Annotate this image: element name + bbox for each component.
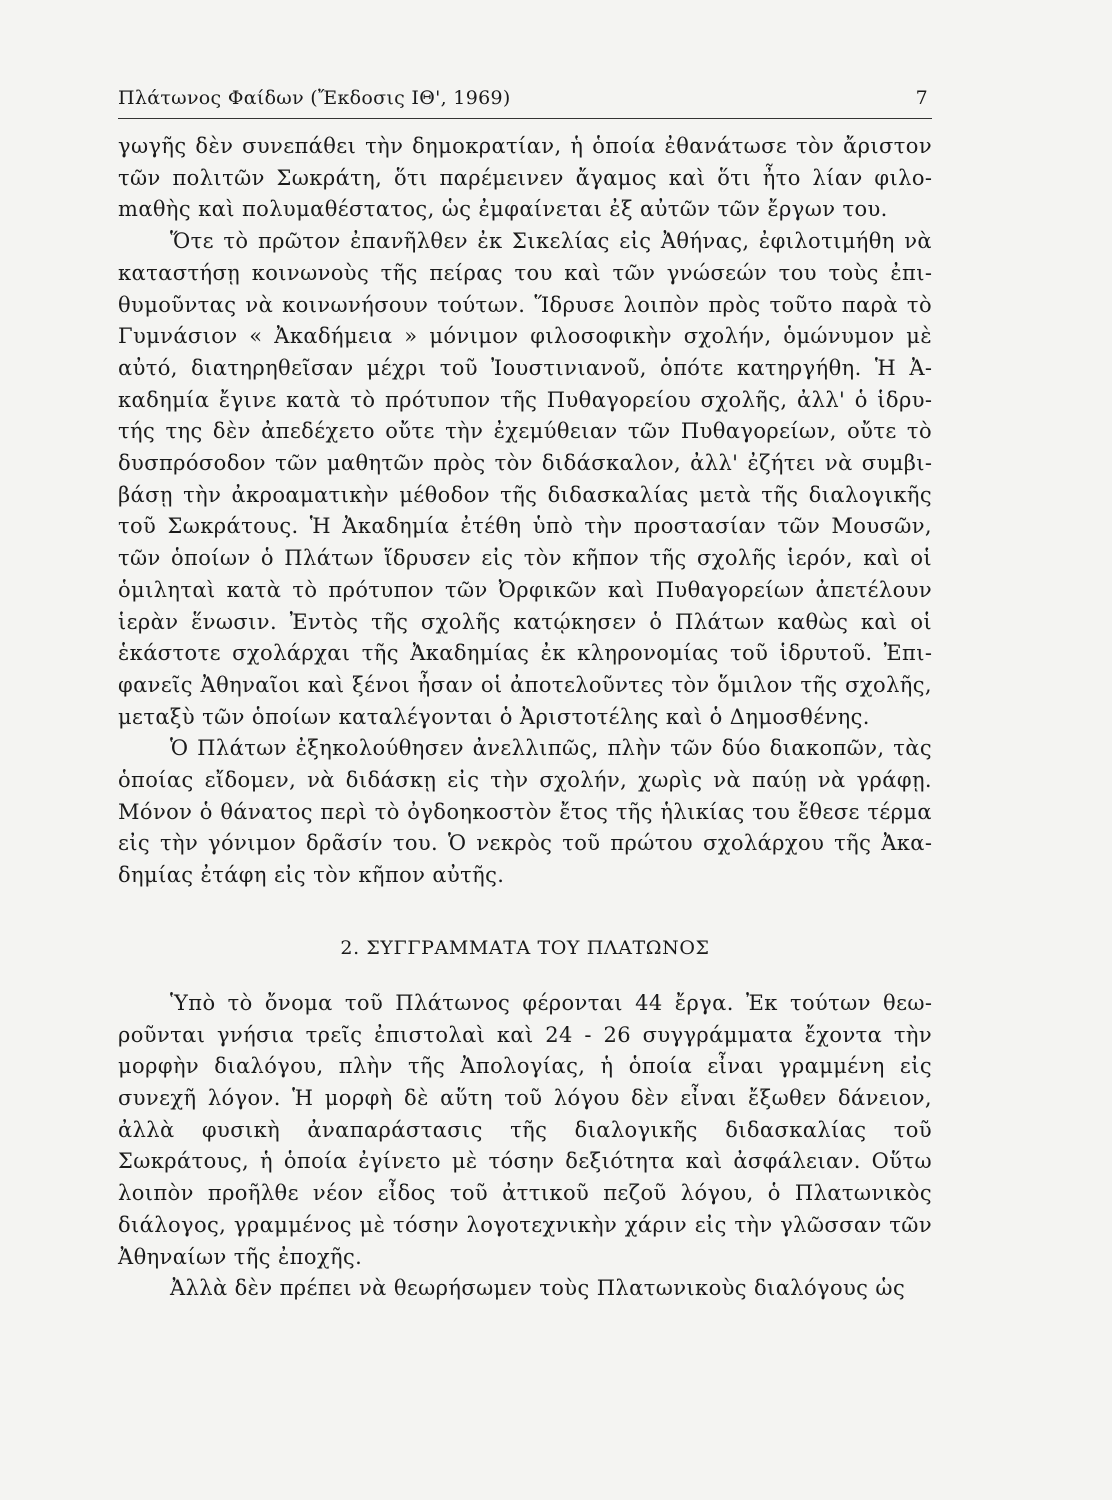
book-page [118, 78, 932, 1478]
paragraph-continued: γωγῆς δὲν συνεπάθει τὴν δημοκρατίαν, ἡ ὁποία ἐθανάτωσε τὸν ἄριστον τῶν πολιτῶν Σωκράτη, ὅτι παρέμεινεν ἄγαμος καὶ ὅτι ἦτο λίαν φιλοmαθὴς καὶ πολυμαθέστατος, ὡς ἐμφαίνεται ἐξ αὐτῶν τῶν ἔργων του. [118, 134, 932, 222]
paragraph: Ἀλλὰ δὲν πρέπει νὰ θεωρήσωμεν τοὺς Πλατωνικοὺς διαλόγους ὡς [170, 1276, 906, 1301]
running-header [118, 78, 932, 119]
paragraph: Ὁ Πλάτων ἐξηκολούθησεν ἀνελλιπῶς, πλὴν τῶν δύο διακοπῶν, τὰς ὁποίας εἴδομεν, νὰ διδάσκῃ εἰς τὴν σχολήν, χωρὶς νὰ παύῃ νὰ γράφῃ. Μόνον ὁ θάνατος περὶ τὸ ὀγδοηκοστὸν ἔτος τῆς ἡλικίας του ἔθεσε τέρμα εἰς τὴν γόνιμον δρᾶσίν του. Ὁ νεκρὸς τοῦ πρώτου σχολάρχου τῆς Ἀκαδημίας ἐτάφη εἰς τὸν κῆπον αὐτῆς. [118, 736, 932, 888]
page-number: 7 [915, 87, 928, 109]
section-heading: 2. ΣΥΓΓΡΑΜΜΑΤΑ ΤΟΥ ΠΛΑΤΩΝΟΣ [340, 936, 710, 959]
running-title: Πλάτωνος Φαίδων (Ἔκδοσις ΙΘ', 1969) [118, 87, 511, 109]
paragraph: Ὑπὸ τὸ ὄνομα τοῦ Πλάτωνος φέρονται 44 ἔργα. Ἐκ τούτων θεωροῦνται γνήσια τρεῖς ἐπιστολαὶ καὶ 24 - 26 συγγράμματα ἔχοντα τὴν μορφὴν διαλόγου, πλὴν τῆς Ἀπολογίας, ἡ ὁποία εἶναι γραμμένη εἰς συνεχῆ λόγον. Ἡ μορφὴ δὲ αὕτη τοῦ λόγου δὲν εἶναι ἔξωθεν δάνειον, ἀλλὰ φυσικὴ ἀναπαράστασις τῆς διαλογικῆς διδασκαλίας τοῦ Σωκράτους, ἡ ὁποία ἐγίνετο μὲ τόσην δεξιότητα καὶ ἀσφάλειαν. Οὕτω λοιπὸν προῆλθε νέον εἶδος τοῦ ἀττικοῦ πεζοῦ λόγου, ὁ Πλατωνικὸς διάλογος, γραμμένος μὲ τόσην λογοτεχνικὴν χάριν εἰς τὴν γλῶσσαν τῶν Ἀθηναίων τῆς ἐποχῆς. [118, 990, 932, 1269]
paragraph: Ὅτε τὸ πρῶτον ἐπανῆλθεν ἐκ Σικελίας εἰς Ἀθήνας, ἐφιλοτιμήθη νὰ καταστήσῃ κοινωνοὺς τῆς πείρας του καὶ τῶν γνώσεών του τοὺς ἐπιθυμοῦντας νὰ κοινωνήσουν τούτων. Ἵδρυσε λοιπὸν πρὸς τοῦτο παρὰ τὸ Γυμνάσιον « Ἀκαδήμεια » μόνιμον φιλοσοφικὴν σχολήν, ὁμώνυμον μὲ αὐτό, διατηρηθεῖσαν μέχρι τοῦ Ἰουστινιανοῦ, ὁπότε κατηργήθη. Ἡ Ἀκαδημία ἔγινε κατὰ τὸ πρότυπον τῆς Πυθαγορείου σχολῆς, ἀλλ' ὁ ἱδρυτής της δὲν ἀπεδέχετο οὔτε τὴν ἐχεμύθειαν τῶν Πυθαγορείων, οὔτε τὸ δυσπρόσοδον τῶν μαθητῶν πρὸς τὸν διδάσκαλον, ἀλλ' ἐζήτει νὰ συμβιβάσῃ τὴν ἀκροαματικὴν μέθοδον τῆς διδασκαλίας μετὰ τῆς διαλογικῆς τοῦ Σωκράτους. Ἡ Ἀκαδημία ἐτέθη ὑπὸ τὴν προστασίαν τῶν Μουσῶν, τῶν ὁποίων ὁ Πλάτων ἵδρυσεν εἰς τὸν κῆπον τῆς σχολῆς ἱερόν, καὶ οἱ ὁμιληταὶ κατὰ τὸ πρότυπον τῶν Ὀρφικῶν καὶ Πυθαγορείων ἀπετέλουν ἱερὰν ἕνωσιν. Ἐντὸς τῆς σχολῆς κατῴκησεν ὁ Πλάτων καθὼς καὶ οἱ ἑκάστοτε σχολάρχαι τῆς Ἀκαδημίας ἐκ κληρονομίας τοῦ ἱδρυτοῦ. Ἐπιφανεῖς Ἀθηναῖοι καὶ ξένοι ἦσαν οἱ ἀποτελοῦντες τὸν ὅμιλον τῆς σχολῆς, μεταξὺ τῶν ὁποίων καταλέγονται ὁ Ἀριστοτέλης καὶ ὁ Δημοσθένης. [118, 229, 932, 729]
main-text [118, 131, 932, 1305]
